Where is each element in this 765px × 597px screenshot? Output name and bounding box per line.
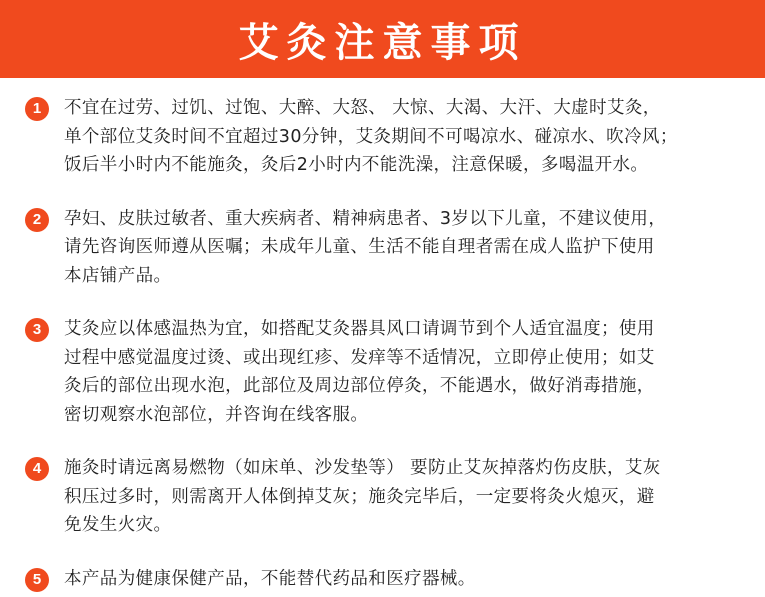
notice-text: 施灸时请远离易燃物（如床单、沙发垫等） 要防止艾灰掉落灼伤皮肤，艾灰 积压过多时，则需离开人体倒掉艾灰；施灸完毕后，一定要将灸火熄灭，避 免发生火灾。 — [64, 458, 661, 535]
number-badge: 2 — [25, 208, 49, 232]
notice-item-4 — [0, 454, 765, 540]
notice-item-5 — [0, 565, 765, 594]
number-badge: 5 — [25, 568, 49, 592]
notice-item-2 — [0, 205, 765, 291]
header-banner — [0, 0, 765, 78]
number-badge: 3 — [25, 318, 49, 342]
page-title: 艾灸注意事项 — [238, 19, 527, 66]
notice-text: 孕妇、皮肤过敏者、重大疾病者、精神病患者、3岁以下儿童，不建议使用， 请先咨询医师遵从医嘱；未成年儿童、生活不能自理者需在成人监护下使用 本店铺产品。 — [64, 208, 667, 286]
notice-item-3 — [0, 315, 765, 429]
notice-text: 不宜在过劳、过饥、过饱、大醉、大怒、 大惊、大渴、大汗、大虚时艾灸， 单个部位艾灸时间不宜超过30分钟，艾灸期间不可喝凉水、碰凉水、吹冷风； 饭后半小时内不能施灸，灸后2小时内不能洗澡，注意保暖，多喝温开水。 — [64, 98, 678, 175]
notice-item-1 — [0, 94, 765, 180]
notice-text: 艾灸应以体感温热为宜，如搭配艾灸器具风口请调节到个人适宜温度；使用 过程中感觉温度过烫、或出现红疹、发痒等不适情况，立即停止使用；如艾 灸后的部位出现水泡，此部位及周边部位停灸，不能遇水，做好消毒措施， 密切观察水泡部位，并咨询在线客服。 — [64, 319, 655, 425]
number-badge: 4 — [25, 457, 49, 481]
number-badge: 1 — [25, 97, 49, 121]
notice-list — [0, 94, 765, 593]
notice-text: 本产品为健康保健产品，不能替代药品和医疗器械。 — [64, 568, 476, 589]
